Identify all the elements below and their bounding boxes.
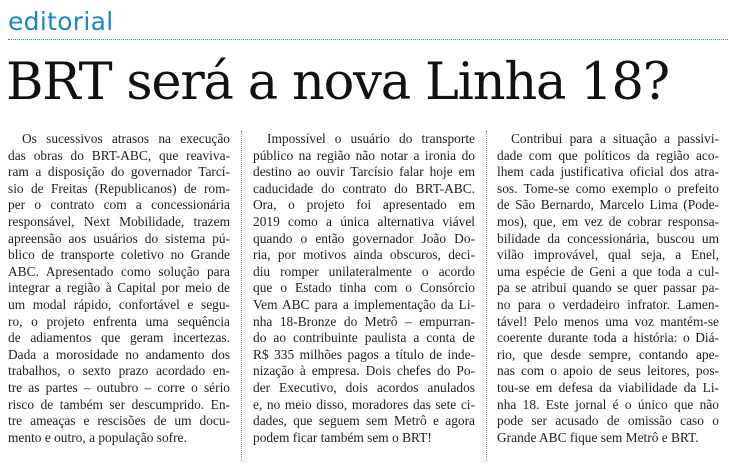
text-line: nas com o apoio de seus leitores, pos-	[497, 363, 719, 379]
text-line: lhem cada justificativa oficial dos atra-	[497, 164, 719, 180]
text-line: Vem ABC para a implementação da Li-	[253, 296, 475, 312]
text-line: mento e outro, a população sofre.	[8, 429, 187, 445]
text-line: risco de também ser descumprido. En-	[8, 396, 230, 412]
text-line: quando o então governador João Do-	[253, 230, 475, 246]
text-line: de adiamentos que geram incertezas.	[8, 330, 230, 346]
text-line: ria, por motivos ainda obscuros, deci-	[253, 247, 475, 263]
text-line: do ao contribuinte paulista a conta de	[253, 330, 475, 346]
text-line: sos. Tome-se como exemplo o prefeito	[497, 180, 719, 196]
text-line: e, no meio disso, moradores das sete ci-	[253, 396, 475, 412]
text-line: sio de Freitas (Republicanos) de rom-	[8, 180, 230, 196]
text-line: apreensão aos usuários do sistema pú-	[8, 230, 230, 246]
text-line: rio, que desde sempre, contando ape-	[497, 346, 719, 362]
text-line: tável! Pelo menos uma voz mantém-se	[497, 313, 719, 329]
text-line: dade com que políticos da região aco-	[497, 147, 719, 163]
text-line: responsável, Next Mobilidade, trazem	[8, 213, 230, 229]
text-line: diu romper unilateralmente o acordo	[253, 263, 475, 279]
text-line: nha 18. Este jornal é o único que não	[497, 396, 719, 412]
text-line: der Executivo, dois acordos anulados	[253, 379, 475, 395]
text-line: Dada a morosidade no andamento dos	[8, 346, 230, 362]
text-line: no para o verdadeiro infrator. Lamen-	[497, 296, 719, 312]
text-line: coerente durante toda a história: o Diá-	[497, 330, 719, 346]
text-line: destino ao ouvir Tarcísio falar hoje em	[253, 164, 475, 180]
text-line: Impossível o usuário do transporte	[267, 131, 475, 146]
text-line: Grande ABC fique sem Metrô e BRT.	[497, 429, 699, 445]
text-line: de São Bernardo, Marcelo Lima (Pode-	[497, 197, 719, 213]
text-line: nha 18-Bronze do Metrô – empurran-	[253, 313, 475, 329]
text-line: Os sucessivos atrasos na execução	[22, 131, 230, 146]
section-label: editorial	[8, 7, 114, 36]
column-divider	[486, 131, 487, 461]
text-line: caducidade do contrato do BRT-ABC.	[253, 180, 475, 196]
text-line: trabalhos, o sexto prazo acordado en-	[8, 363, 230, 379]
text-line: per o contrato com a concessionária	[8, 197, 230, 213]
section-divider	[8, 39, 728, 40]
text-line: público na região não notar a ironia do	[253, 147, 475, 163]
text-line: das obras do BRT-ABC, que reaviva-	[8, 147, 230, 163]
text-line: ABC. Apresentado como solução para	[8, 263, 230, 279]
text-line: ram a disposição do governador Tarcí-	[8, 164, 230, 180]
text-line: tou-se em defesa da viabilidade da Li-	[497, 379, 719, 395]
text-line: um modal rápido, confortável e segu-	[8, 296, 230, 312]
text-line: tre as partes – outubro – corre o sério	[8, 379, 230, 395]
text-line: 2019 como a única alternativa viável	[253, 213, 475, 229]
text-line: ro, o projeto enfrenta uma sequência	[8, 313, 230, 329]
article-column-1	[8, 131, 230, 446]
text-line: integrar a região à Capital por meio de	[8, 280, 230, 296]
text-line: vilão improvável, qual seja, a Enel,	[497, 247, 719, 263]
article-column-3	[497, 131, 719, 446]
text-line: R$ 335 milhões pagos a título de inde-	[253, 346, 475, 362]
column-divider	[241, 131, 242, 461]
text-line: mos), que, em vez de cobrar responsa-	[497, 213, 719, 229]
article-headline: BRT será a nova Linha 18?	[6, 53, 669, 112]
text-line: Contribui para a situação a passivi-	[511, 131, 719, 146]
text-line: bilidade da concessionária, buscou um	[497, 230, 719, 246]
text-line: nização à empresa. Dois chefes do Po-	[253, 363, 475, 379]
text-line: dades, que seguem sem Metrô e agora	[253, 413, 475, 429]
text-line: Ora, o projeto foi apresentado em	[253, 197, 475, 213]
text-line: que o Estado tinha com o Consórcio	[253, 280, 475, 296]
text-line: podem ficar também sem o BRT!	[253, 429, 432, 445]
text-line: tre ameaças e rescisões de um docu-	[8, 413, 230, 429]
text-line: uma espécie de Geni a que toda a cul-	[497, 263, 719, 279]
article-column-2	[253, 131, 475, 446]
text-line: pode ser acusado de omissão caso o	[497, 413, 719, 429]
text-line: blico de transporte coletivo no Grande	[8, 247, 230, 263]
text-line: pa se atribui quando se quer passar pa-	[497, 280, 719, 296]
